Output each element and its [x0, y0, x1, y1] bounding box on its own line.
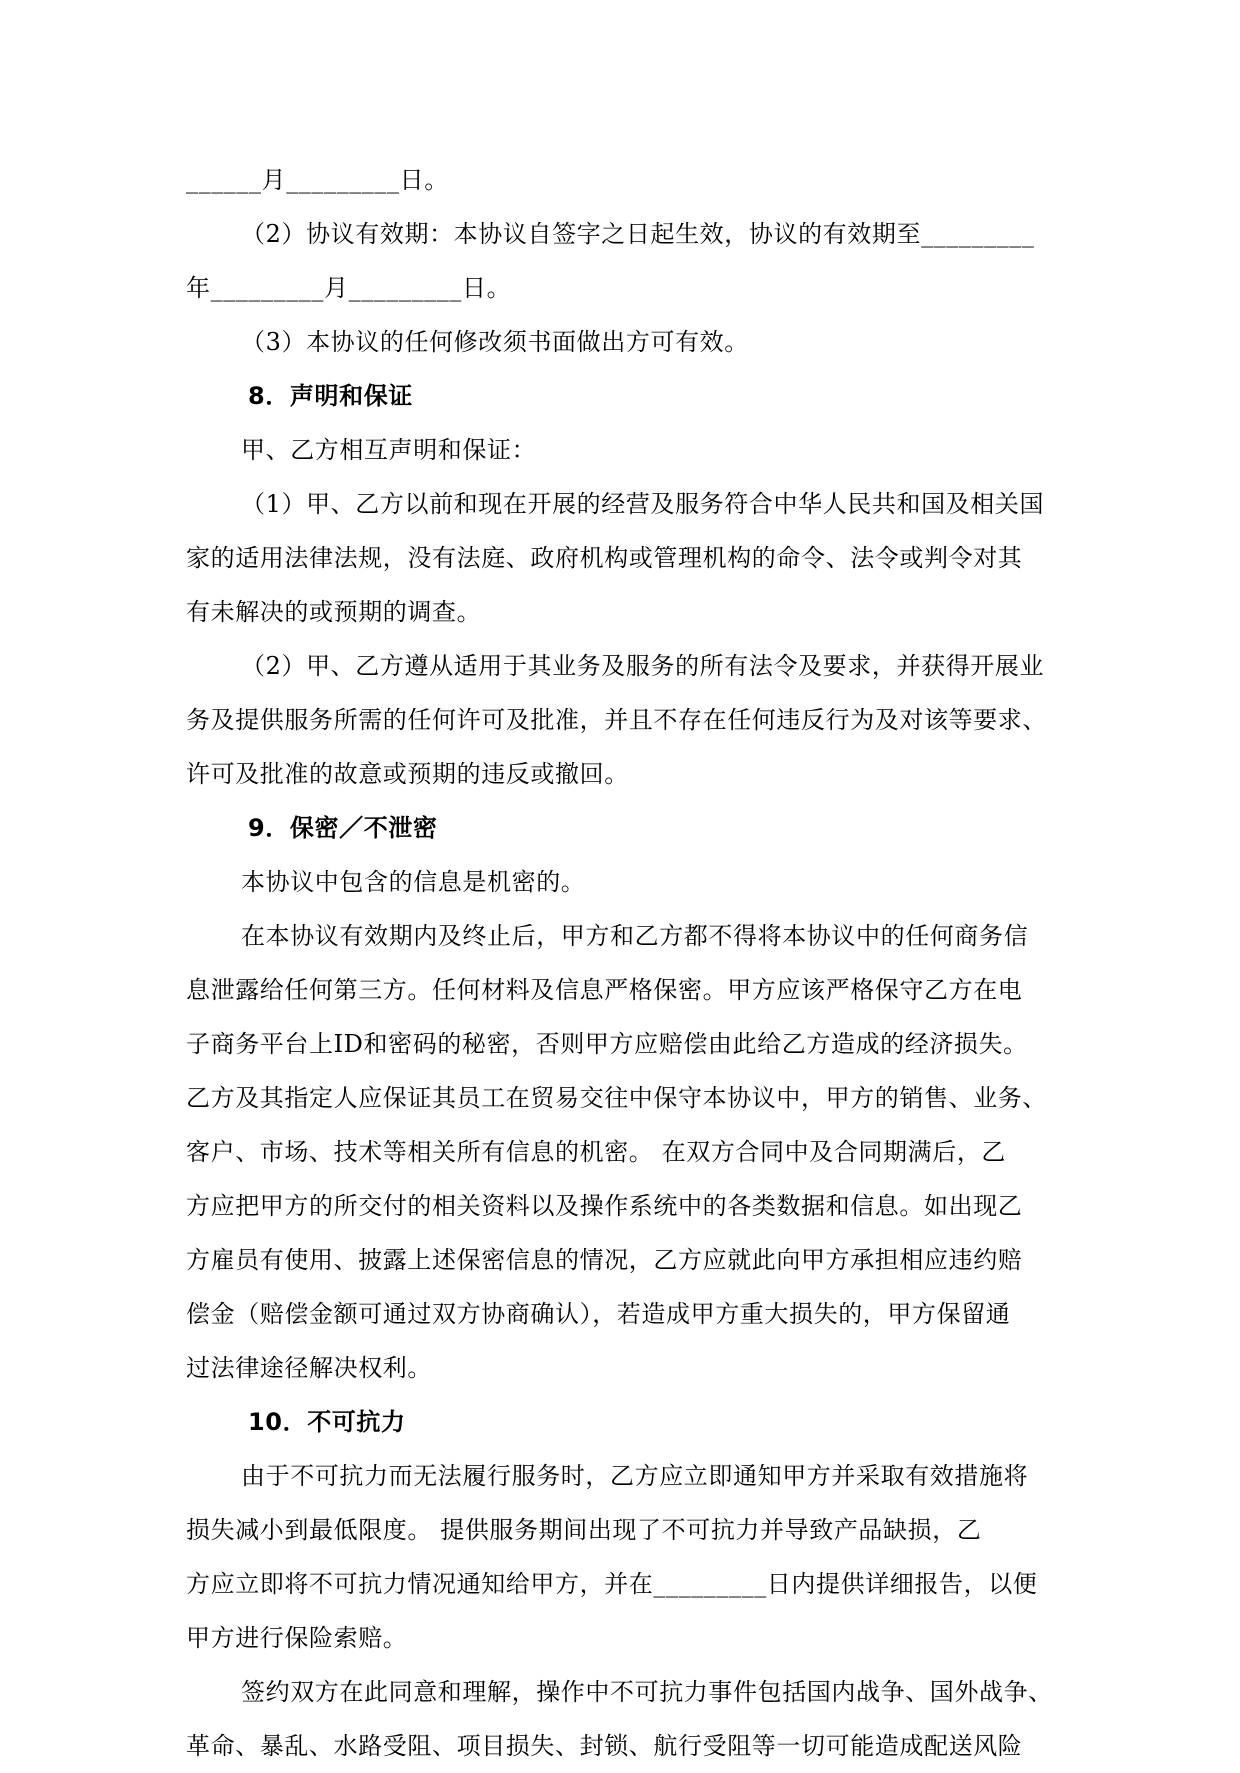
text-line: 方应把甲方的所交付的相关资料以及操作系统中的各类数据和信息。如出现乙 [186, 1192, 1023, 1220]
text-line: 革命、暴乱、水路受阻、项目损失、封锁、航行受阻等一切可能造成配送风险 [186, 1732, 1023, 1760]
text-line: 甲、乙方相互声明和保证： [241, 436, 537, 464]
text-line: 本协议中包含的信息是机密的。 [241, 868, 586, 896]
text-line: 息泄露给任何第三方。任何材料及信息严格保密。甲方应该严格保守乙方在电 [186, 976, 1023, 1004]
text-line: 乙方及其指定人应保证其员工在贸易交往中保守本协议中，甲方的销售、业务、 [186, 1084, 1047, 1112]
text-line: 方应立即将不可抗力情况通知给甲方，并在_________日内提供详细报告，以便 [186, 1570, 1038, 1598]
text-line: 签约双方在此同意和理解，操作中不可抗力事件包括国内战争、国外战争、 [241, 1678, 1053, 1706]
text-line: 损失减小到最低限度。 提供服务期间出现了不可抗力并导致产品缺损，乙 [186, 1516, 982, 1544]
text-line: （2）协议有效期：本协议自签字之日起生效，协议的有效期至_________ [241, 220, 1035, 248]
document-page [186, 153, 1056, 1773]
text-line: 由于不可抗力而无法履行服务时，乙方应立即通知甲方并采取有效措施将 [241, 1462, 1029, 1490]
text-line: （2）甲、乙方遵从适用于其业务及服务的所有法令及要求，并获得开展业 [241, 652, 1045, 680]
text-line: 年_________月_________日。 [186, 274, 512, 302]
text-line: 甲方进行保险索赔。 [186, 1624, 408, 1652]
text-line: ______月_________日。 [186, 166, 449, 194]
text-line: 许可及批准的故意或预期的违反或撤回。 [186, 760, 629, 788]
section-heading-8: 8．声明和保证 [248, 382, 413, 410]
text-line: 在本协议有效期内及终止后，甲方和乙方都不得将本协议中的任何商务信 [241, 922, 1029, 950]
text-line: 过法律途径解决权利。 [186, 1354, 432, 1382]
section-heading-9: 9．保密／不泄密 [248, 814, 438, 842]
text-line: 子商务平台上ID和密码的秘密，否则甲方应赔偿由此给乙方造成的经济损失。 [186, 1030, 1028, 1058]
text-line: （3）本协议的任何修改须书面做出方可有效。 [241, 328, 749, 356]
section-heading-10: 10．不可抗力 [248, 1408, 406, 1436]
text-line: 有未解决的或预期的调查。 [186, 598, 482, 626]
text-line: 方雇员有使用、披露上述保密信息的情况，乙方应就此向甲方承担相应违约赔 [186, 1246, 1023, 1274]
text-line: 偿金（赔偿金额可通过双方协商确认），若造成甲方重大损失的，甲方保留通 [186, 1300, 1011, 1328]
text-line: 客户、市场、技术等相关所有信息的机密。 在双方合同中及合同期满后，乙 [186, 1138, 1007, 1166]
text-line: 家的适用法律法规，没有法庭、政府机构或管理机构的命令、法令或判令对其 [186, 544, 1023, 572]
text-line: （1）甲、乙方以前和现在开展的经营及服务符合中华人民共和国及相关国 [241, 490, 1045, 518]
text-line: 务及提供服务所需的任何许可及批准，并且不存在任何违反行为及对该等要求、 [186, 706, 1047, 734]
